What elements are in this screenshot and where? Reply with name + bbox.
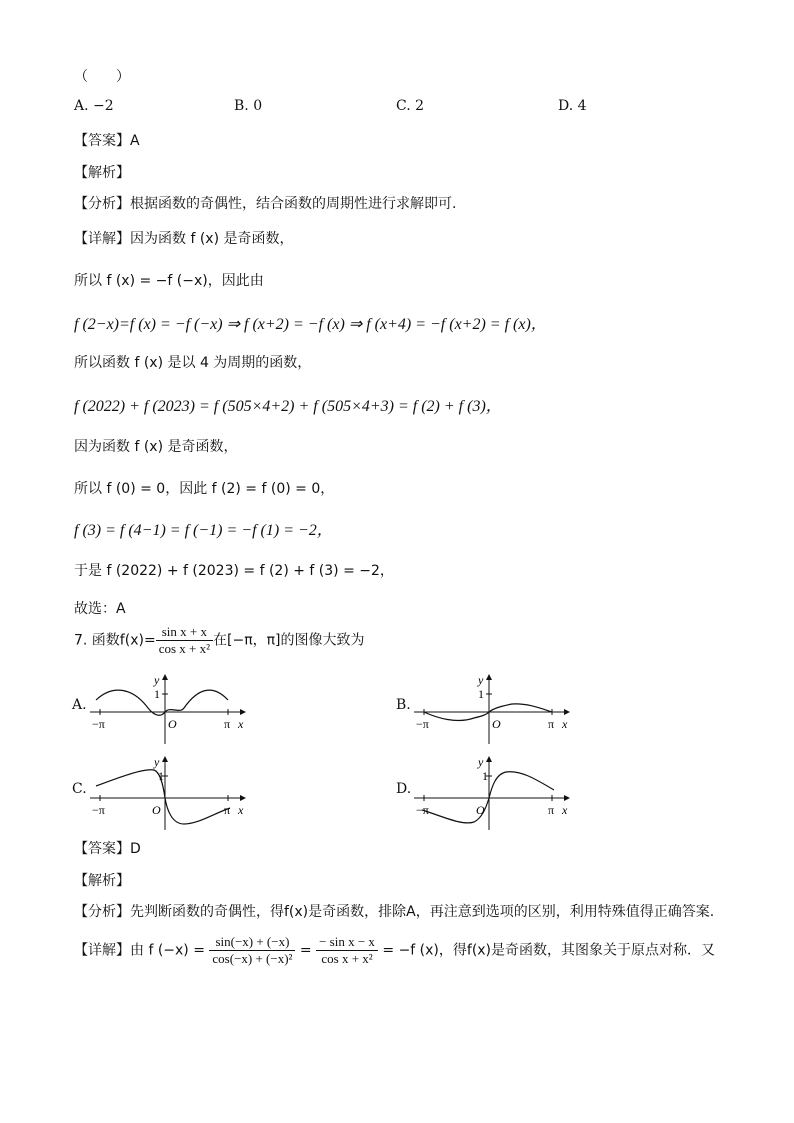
y-label: y xyxy=(478,755,484,769)
choice-bracket: （ ） xyxy=(74,69,130,85)
y-label: y xyxy=(154,755,160,769)
pi-label: π xyxy=(548,717,555,731)
stem-fraction xyxy=(156,624,213,657)
pi-label: π xyxy=(224,717,231,731)
detail-line-9: 于是 f (2022) + f (2023) = f (2) + f (3) = −2， xyxy=(74,563,394,579)
graph-d-label[interactable]: D. xyxy=(396,781,412,797)
neg-pi-label: −π xyxy=(92,717,105,731)
x-arrow xyxy=(240,795,246,801)
x-label: x xyxy=(562,803,568,817)
stem-fraction-den: cos x + x² xyxy=(158,641,210,656)
detail-fraction-1 xyxy=(209,934,295,967)
detail-line-1: 【详解】因为函数 f (x) 是奇函数， xyxy=(74,231,294,247)
one-label: 1 xyxy=(154,687,160,701)
detail-line-2: 所以 f (x) = −f (−x)，因此由 xyxy=(74,273,264,289)
q7-answer-label: 【答案】D xyxy=(74,841,141,857)
graph-a-label[interactable]: A. xyxy=(72,697,87,713)
option-a[interactable]: A. −2 xyxy=(74,98,114,114)
stem-prefix: 7. 函数f(x)= xyxy=(74,632,156,649)
pi-label: π xyxy=(224,803,231,817)
option-c[interactable]: C. 2 xyxy=(396,98,425,114)
origin-label: O xyxy=(492,717,501,731)
q7-analysis-text: 【分析】先判断函数的奇偶性，得f(x)是奇函数，排除A，再注意到选项的区别，利用特殊值得正确答案. xyxy=(74,904,715,920)
y-arrow xyxy=(162,756,168,762)
one-label: 1 xyxy=(478,687,484,701)
graph-d xyxy=(412,752,582,832)
graph-a xyxy=(88,670,258,746)
one-label: 1 xyxy=(482,769,488,783)
graph-c-label[interactable]: C. xyxy=(72,781,87,797)
detail-fraction-2 xyxy=(316,934,378,967)
answer-label: 【答案】A xyxy=(74,133,140,149)
y-arrow xyxy=(162,674,168,680)
origin-label: O xyxy=(476,803,485,817)
detail-line-4: 所以函数 f (x) 是以 4 为周期的函数， xyxy=(74,355,312,371)
detail-fraction-2-num: − sin x − x xyxy=(316,934,378,951)
x-arrow xyxy=(240,709,246,715)
y-arrow xyxy=(486,674,492,680)
x-label: x xyxy=(562,717,568,731)
y-arrow xyxy=(486,756,492,762)
detail-fraction-1-den: cos(−x) + (−x)² xyxy=(212,951,293,966)
analysis-text: 【分析】根据函数的奇偶性，结合函数的周期性进行求解即可. xyxy=(74,196,457,212)
stem-suffix: 在[−π，π]的图像大致为 xyxy=(213,632,365,649)
origin-label: O xyxy=(168,717,177,731)
y-label: y xyxy=(478,673,484,687)
option-d[interactable]: D. 4 xyxy=(558,98,587,114)
y-label: y xyxy=(154,673,160,687)
graph-c xyxy=(88,752,258,832)
detail-line-7: 所以 f (0) = 0，因此 f (2) = f (0) = 0， xyxy=(74,481,335,497)
graph-b xyxy=(412,670,582,746)
option-b[interactable]: B. 0 xyxy=(234,98,263,114)
detail-line-6: 因为函数 f (x) 是奇函数， xyxy=(74,439,238,455)
x-label: x xyxy=(238,803,244,817)
detail-line-5: f (2022) + f (2023) = f (505×4+2) + f (505×4+3) = f (2) + f (3)， xyxy=(74,398,502,415)
final-choice: 故选：A xyxy=(74,601,126,617)
origin-label: O xyxy=(152,803,161,817)
x-arrow xyxy=(564,709,570,715)
stem-fraction-num: sin x + x xyxy=(156,624,213,641)
analysis-title: 【解析】 xyxy=(74,165,130,181)
x-arrow xyxy=(564,795,570,801)
detail-fraction-2-den: cos x + x² xyxy=(321,951,373,966)
q7-detail-line xyxy=(74,934,715,967)
one-label: 1 xyxy=(158,769,164,783)
pi-label: π xyxy=(548,803,555,817)
q7-analysis-title: 【解析】 xyxy=(74,873,130,889)
detail-line-8: f (3) = f (4−1) = f (−1) = −f (1) = −2， xyxy=(74,522,333,539)
detail-fraction-1-num: sin(−x) + (−x) xyxy=(209,934,295,951)
neg-pi-label: −π xyxy=(92,803,105,817)
graph-b-label[interactable]: B. xyxy=(396,697,411,713)
neg-pi-label: −π xyxy=(416,803,429,817)
question-7-stem xyxy=(74,624,365,657)
detail-suffix: = −f (x)，得f(x)是奇函数，其图象关于原点对称．又 xyxy=(377,942,716,959)
detail-prefix: 【详解】由 f (−x) = xyxy=(74,942,210,959)
x-label: x xyxy=(238,717,244,731)
detail-line-3: f (2−x)=f (x) = −f (−x) ⇒ f (x+2) = −f (x) ⇒ f (x+4) = −f (x+2) = f (x)， xyxy=(74,316,547,333)
neg-pi-label: −π xyxy=(416,717,429,731)
curve xyxy=(422,772,554,823)
detail-equals: = xyxy=(295,942,317,959)
